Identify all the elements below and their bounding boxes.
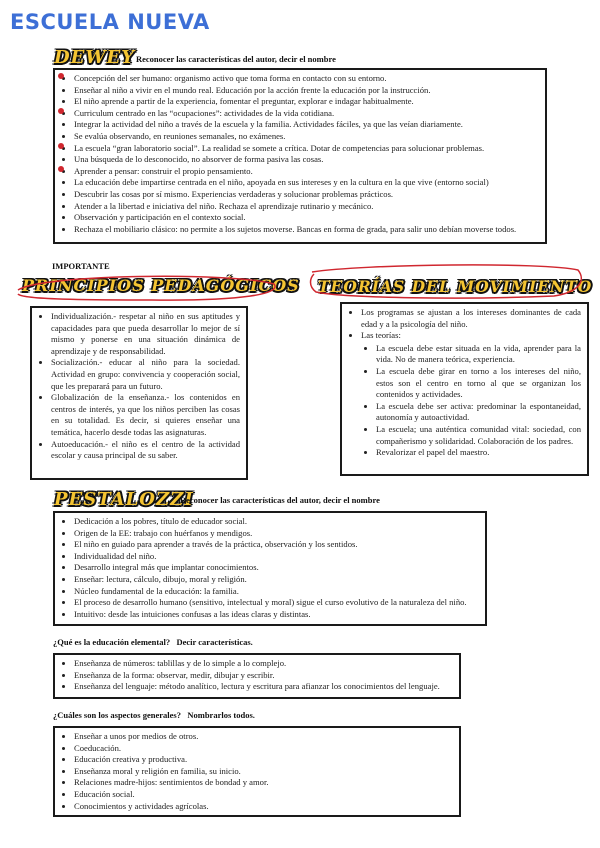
important-label: IMPORTANTE bbox=[52, 261, 110, 271]
list-item: • La escuela “gran laboratorio social”. La realidad se somete a crítica. Dotar de competencias para solucionar problemas. bbox=[74, 143, 541, 155]
principios-heading: PRINCIPIOS PEDAGÓGICOS bbox=[22, 276, 300, 295]
red-marker-icon bbox=[58, 166, 64, 172]
list-item: • El niño aprende a partir de la experiencia, fomentar el preguntar, explorar e indagar habitualmente. bbox=[74, 96, 541, 108]
pestalozzi-box bbox=[53, 511, 487, 626]
list-item: • Relaciones madre-hijos: sentimientos de bondad y amor. bbox=[74, 777, 455, 789]
elemental-instruction: Decir características. bbox=[176, 637, 253, 647]
teorias-heading: TEORÍAS DEL MOVIMIENTO bbox=[318, 277, 593, 296]
list-item: • Individualidad del niño. bbox=[74, 551, 481, 563]
sub-list-item: • La escuela; una auténtica comunidad vital: sociedad, con compañerismo y solidaridad. Colaboración de los padres. bbox=[376, 424, 581, 447]
list-item: • Se evalúa observando, en reuniones semanales, no exámenes. bbox=[74, 131, 541, 143]
list-item: • Atender a la libertad e iniciativa del niño. Rechaza el aprendizaje rutinario y mecánico. bbox=[74, 201, 541, 213]
list-item: • Educación social. bbox=[74, 789, 455, 801]
pestalozzi-heading: PESTALOZZI bbox=[54, 489, 194, 510]
list-item: • Intuitivo: desde las intuiciones confusas a las ideas claras y distintas. bbox=[74, 609, 481, 621]
teorias-list bbox=[344, 307, 581, 459]
dewey-heading: DEWEY bbox=[54, 47, 136, 68]
list-item: • Origen de la EE: trabajo con huérfanos y mendigos. bbox=[74, 528, 481, 540]
list-item: • Enseñanza del lenguaje: método analítico, lectura y escritura para afianzar los conocimientos del lenguaje. bbox=[74, 681, 455, 693]
dewey-box bbox=[53, 68, 547, 244]
generales-box bbox=[53, 726, 461, 817]
list-item: • Dedicación a los pobres, título de educador social. bbox=[74, 516, 481, 528]
list-item: • Conocimientos y actividades agrícolas. bbox=[74, 801, 455, 813]
list-item: • Individualización.- respetar al niño en sus aptitudes y capacidades para que pueda desarrollar lo mejor de sí mismo y ponerse en una situación dinámica de aprendizaje y de responsabilidad. bbox=[51, 311, 240, 357]
list-item: • Educación creativa y productiva. bbox=[74, 754, 455, 766]
list-item: • Enseñar: lectura, cálculo, dibujo, moral y religión. bbox=[74, 574, 481, 586]
list-item: • Observación y participación en el contexto social. bbox=[74, 212, 541, 224]
list-item: • Autoeducación.- el niño es el centro de la actividad escolar y causa principal de su saber. bbox=[51, 439, 240, 462]
list-item: • Coeducación. bbox=[74, 743, 455, 755]
list-item: • Los programas se ajustan a los intereses dominantes de cada edad y a la psicología del niño. bbox=[361, 307, 581, 330]
elemental-box bbox=[53, 653, 461, 699]
red-marker-icon bbox=[58, 73, 64, 79]
list-item: • Globalización de la enseñanza.- los contenidos en centros de interés, ya que los niños perciben las cosas en su totalidad. Es decir, si quieres enseñar una temática, hacerlo desde todas las asignaturas. bbox=[51, 392, 240, 438]
generales-question bbox=[53, 710, 255, 720]
elemental-list bbox=[57, 658, 455, 693]
list-item: • Desarrollo integral más que implantar conocimientos. bbox=[74, 562, 481, 574]
list-item: • Curriculum centrado en las “ocupaciones”: actividades de la vida cotidiana. bbox=[74, 108, 541, 120]
list-item: • Enseñanza de números: tablillas y de lo simple a lo complejo. bbox=[74, 658, 455, 670]
list-item: • Socialización.- educar al niño para la sociedad. Actividad en grupo: convivencia y cooperación social, que les preparará para un futuro. bbox=[51, 357, 240, 392]
list-item: • La educación debe impartirse centrada en el niño, apoyada en sus intereses y en la cultura en la que vive (entorno social) bbox=[74, 177, 541, 189]
principios-box bbox=[30, 306, 248, 480]
list-item: • Concepción del ser humano: organismo activo que toma forma en contacto con su entorno. bbox=[74, 73, 541, 85]
list-item: • Las teorías: • La escuela debe estar situada en la vida, aprender para la vida. No de manera teórica, experiencia. • La escuela debe girar en torno a los intereses del niño, estos son el centro en torno al que se organizan los contenidos y actividades. • La escuela debe ser activa: predominar la espontaneidad, autonomía y autoactividad. • La escuela; una auténtica comunidad vital: sociedad, con compañerismo y solidaridad. Colaboración de los padres. • Revalorizar el papel del maestro. bbox=[361, 330, 581, 459]
list-item: • Núcleo fundamental de la educación: la familia. bbox=[74, 586, 481, 598]
sub-list-item: • La escuela debe girar en torno a los intereses del niño, estos son el centro en torno al que se organizan los contenidos y actividades. bbox=[376, 366, 581, 401]
sub-list-item: • La escuela debe ser activa: predominar la espontaneidad, autonomía y autoactividad. bbox=[376, 401, 581, 424]
list-item: • El niño en guiado para aprender a través de la práctica, observación y los sentidos. bbox=[74, 539, 481, 551]
dewey-list bbox=[57, 73, 541, 235]
list-item: • Una búsqueda de lo desconocido, no absorver de forma pasiva las cosas. bbox=[74, 154, 541, 166]
sub-list-item: • Revalorizar el papel del maestro. bbox=[376, 447, 581, 459]
generales-instruction: Nombrarlos todos. bbox=[187, 710, 255, 720]
list-item: • Enseñar al niño a vivir en el mundo real. Educación por la acción frente la educación por la instrucción. bbox=[74, 85, 541, 97]
elemental-question-text: ¿Qué es la educación elemental? bbox=[53, 637, 171, 647]
pestalozzi-caption: Reconocer las características del autor, decir el nombre bbox=[180, 495, 380, 505]
red-marker-icon bbox=[58, 108, 64, 114]
list-item: • Enseñanza de la forma: observar, medir, dibujar y escribir. bbox=[74, 670, 455, 682]
generales-question-text: ¿Cuáles son los aspectos generales? bbox=[53, 710, 181, 720]
list-item: • Enseñar a unos por medios de otros. bbox=[74, 731, 455, 743]
list-item: • Rechaza el mobiliario clásico: no permite a los sujetos moverse. Bancas en forma de grada, para salir uno debían moverse todos. bbox=[74, 224, 541, 236]
teorias-box bbox=[340, 302, 589, 476]
list-item: • Integrar la actividad del niño a través de la escuela y la familia. Actividades fáciles, ya que las veían diariamente. bbox=[74, 119, 541, 131]
list-item: • El proceso de desarrollo humano (sensitivo, intelectual y moral) sigue el curso evolutivo de la naturaleza del niño. bbox=[74, 597, 481, 609]
teorias-sublist bbox=[361, 343, 581, 459]
page-title: ESCUELA NUEVA bbox=[10, 10, 210, 34]
generales-list bbox=[57, 731, 455, 812]
red-marker-icon bbox=[58, 143, 64, 149]
dewey-caption: Reconocer las características del autor, decir el nombre bbox=[136, 54, 336, 64]
principios-list bbox=[34, 311, 240, 462]
list-item: • Aprender a pensar: construir el propio pensamiento. bbox=[74, 166, 541, 178]
elemental-question bbox=[53, 637, 253, 647]
list-item: • Descubrir las cosas por sí mismo. Experiencias verdaderas y solucionar problemas prácticos. bbox=[74, 189, 541, 201]
pestalozzi-list bbox=[57, 516, 481, 620]
list-item: • Enseñanza moral y religión en familia, su inicio. bbox=[74, 766, 455, 778]
sub-list-item: • La escuela debe estar situada en la vida, aprender para la vida. No de manera teórica, experiencia. bbox=[376, 343, 581, 366]
